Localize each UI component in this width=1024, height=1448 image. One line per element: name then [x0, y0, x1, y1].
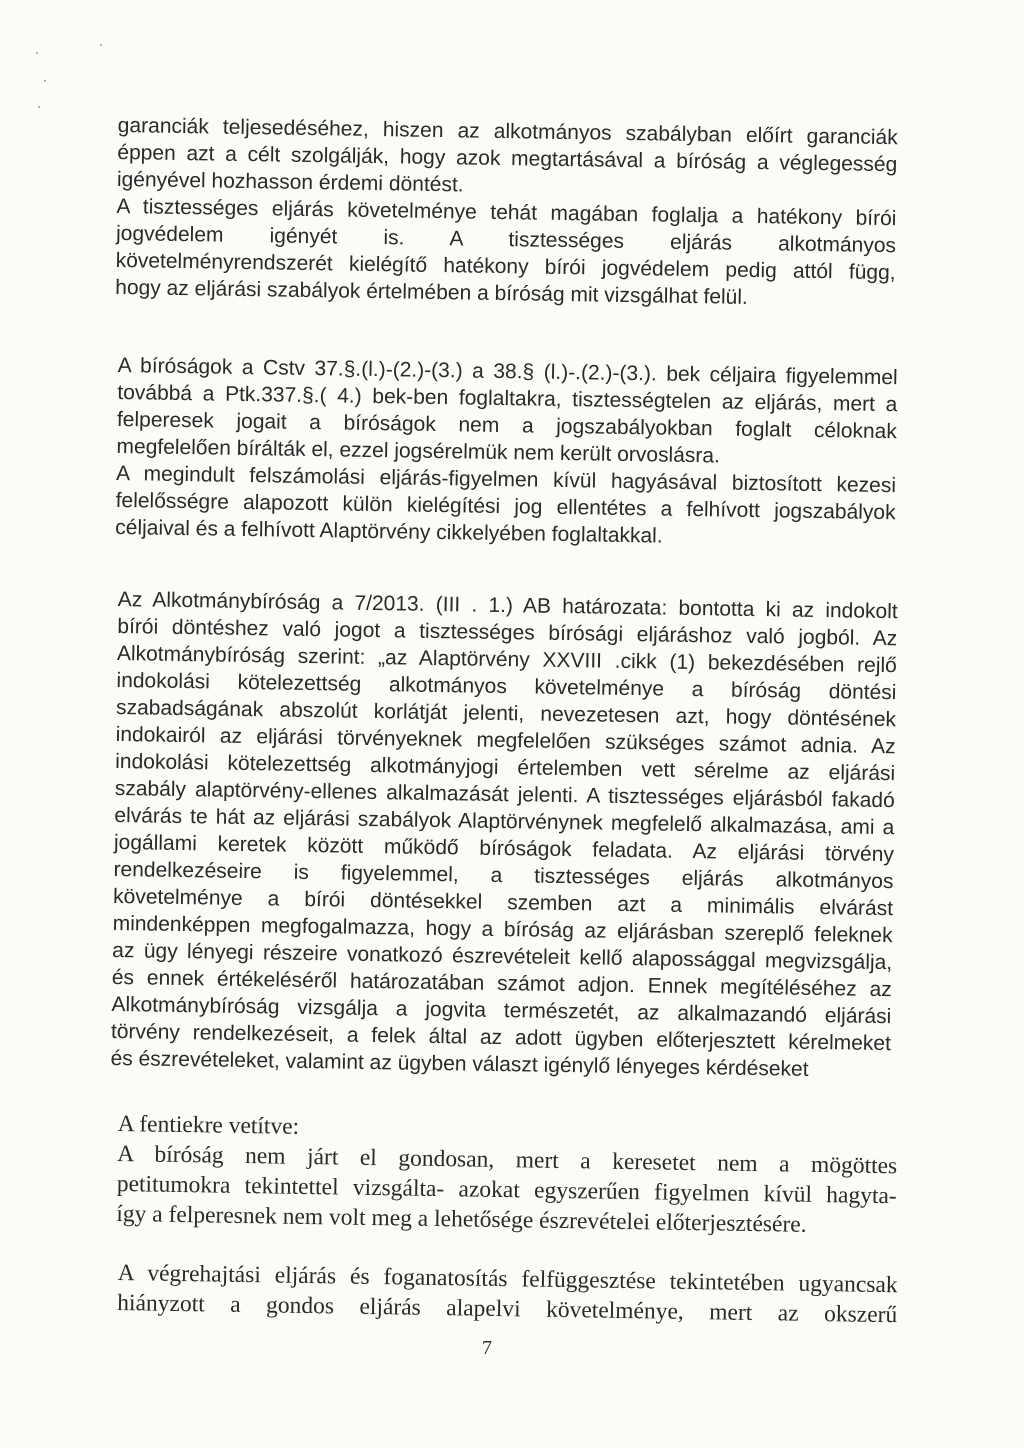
text-line: szabadságának abszolút korlátját jelenti, nevezetesen azt, hogy döntésének [115, 695, 897, 732]
text-line: indokolási kötelezettség alkotmányos követelménye a bíróság döntési [116, 668, 897, 705]
text-line: felperesek jogait a bíróságok nem a jogszabályokban foglalt céloknak [116, 407, 898, 444]
text-line: törvény rendelkezéseit, a felek által az adott ügyben előterjesztett kérelmeket [110, 1019, 892, 1056]
text-line: céljaival és a felhívott Alaptörvény cikkelyében foglaltakkal. [115, 515, 663, 548]
text-line: petitumokra tekintettel vizsgálta- azokat egyszerűen figyelmen kívül hagyta- [116, 1170, 897, 1210]
text-line: A bíróságok a Cstv 37.§.(l.)-(2.)-(3.) a 38.§ (l.)-.(2.)-(3.). bek céljaira figyelemmel [117, 353, 898, 390]
text-line: éppen azt a célt szolgálják, hogy azok megtartásával a bíróság a véglegesség [117, 140, 898, 177]
text-line: Az Alkotmánybíróság a 7/2013. (III . 1.) AB határozata: bontotta ki az indokolt [117, 587, 898, 624]
text-line: rendelkezéseire is figyelemmel, a tisztességes eljárás alkotmányos [113, 857, 894, 894]
text-line: felelősségre alapozott külön kielégítési jog ellentétes a felhívott jogszabályok [115, 488, 896, 525]
text-line: A bíróság nem járt el gondosan, mert a keresetet nem a mögöttes [117, 1140, 898, 1180]
text-line: hiányzott a gondos eljárás alapelvi követelménye, mert az okszerű [117, 1289, 898, 1329]
paragraph-guarantees [115, 112, 898, 313]
text-line: garanciák teljesedéséhez, hiszen az alkotmányos szabályban előírt garanciák [117, 113, 898, 150]
text-line: mindenképpen megfogalmazza, hogy a bíróság az eljárásban szereplő feleknek [112, 911, 893, 948]
paragraph-constitutional-court [110, 586, 898, 1084]
text-line: elvárás te hát az eljárási szabályok Alaptörvénynek megfelelő alkalmazása, ami a [114, 803, 895, 840]
text-line: A fentiekre vetítve: [117, 1110, 300, 1140]
text-line: A megindult felszámolási eljárás-figyelmen kívül hagyásával biztosított kezesi [115, 461, 897, 498]
text-line: bírói döntéshez való jogot a tisztességes bírósági eljáráshoz való jogból. Az [117, 614, 898, 651]
text-line: megfelelően bírálták el, ezzel jogsérelmük nem került orvoslásra. [116, 434, 721, 468]
text-line: az ügy lényegi részeire vonatkozó észrevételeit kellő alapossággal megvizsgálja, [112, 938, 893, 975]
text-line: jogvédelem igényét is. A tisztességes eljárás alkotmányos [115, 221, 897, 258]
text-line: indokairól az eljárási törvényeknek megfelelően szükséges számot adnia. Az [115, 722, 896, 759]
paragraph-conclusion [116, 1109, 898, 1241]
text-line: Alkotmánybíróság vizsgálja a jogvita természetét, az alkalmazandó eljárási [111, 992, 892, 1029]
scan-speck [100, 44, 102, 46]
text-line: A végrehajtási eljárás és foganatosítás felfüggesztése tekintetében ugyancsak [117, 1259, 898, 1299]
text-line: továbbá a Ptk.337.§.( 4.) bek-ben foglaltakra, tisztességtelen az eljárás, mert a [117, 380, 898, 417]
text-line: hogy az eljárási szabályok értelmében a bíróság mit vizsgálhat felül. [115, 275, 749, 309]
scan-speck [44, 80, 46, 82]
text-line: így a felperesnek nem volt meg a lehetősége észrevételei előterjesztésére. [116, 1200, 807, 1238]
text-line: igényével hozhasson érdemi döntést. [116, 167, 464, 197]
text-line: követelménye a bírói döntésekkel szemben azt a minimális elvárást [112, 884, 894, 921]
text-line: A tisztességes eljárás követelménye tehát magában foglalja a hatékony bírói [116, 194, 897, 231]
text-line: indokolási kötelezettség alkotmányjogi értelemben vett sérelme az eljárási [115, 749, 896, 786]
text-line: Alkotmánybíróság szerint: „az Alaptörvény XXVIII .cikk (1) bekezdésében rejlő [116, 641, 898, 678]
paragraph-enforcement [117, 1258, 898, 1330]
text-line: jogállami keretek között működő bíróságok feladata. Az eljárási törvény [113, 830, 895, 867]
text-line: szabály alaptörvény-ellenes alkalmazását jelenti. A tisztességes eljárásból fakadó [114, 776, 895, 813]
scan-speck [36, 52, 38, 54]
scan-speck [38, 106, 40, 108]
text-line: és ennek értékeléséről határozatában számot adjon. Ennek megítéléséhez az [111, 965, 892, 1002]
paragraph-courts [115, 352, 898, 553]
page-number: 7 [482, 1337, 492, 1359]
text-line: követelményrendszerét kielégítő hatékony bírói jogvédelem pedig attól függ, [115, 248, 896, 285]
text-line: és észrevételeket, valamint az ügyben választ igénylő lényeges kérdéseket [110, 1046, 809, 1081]
